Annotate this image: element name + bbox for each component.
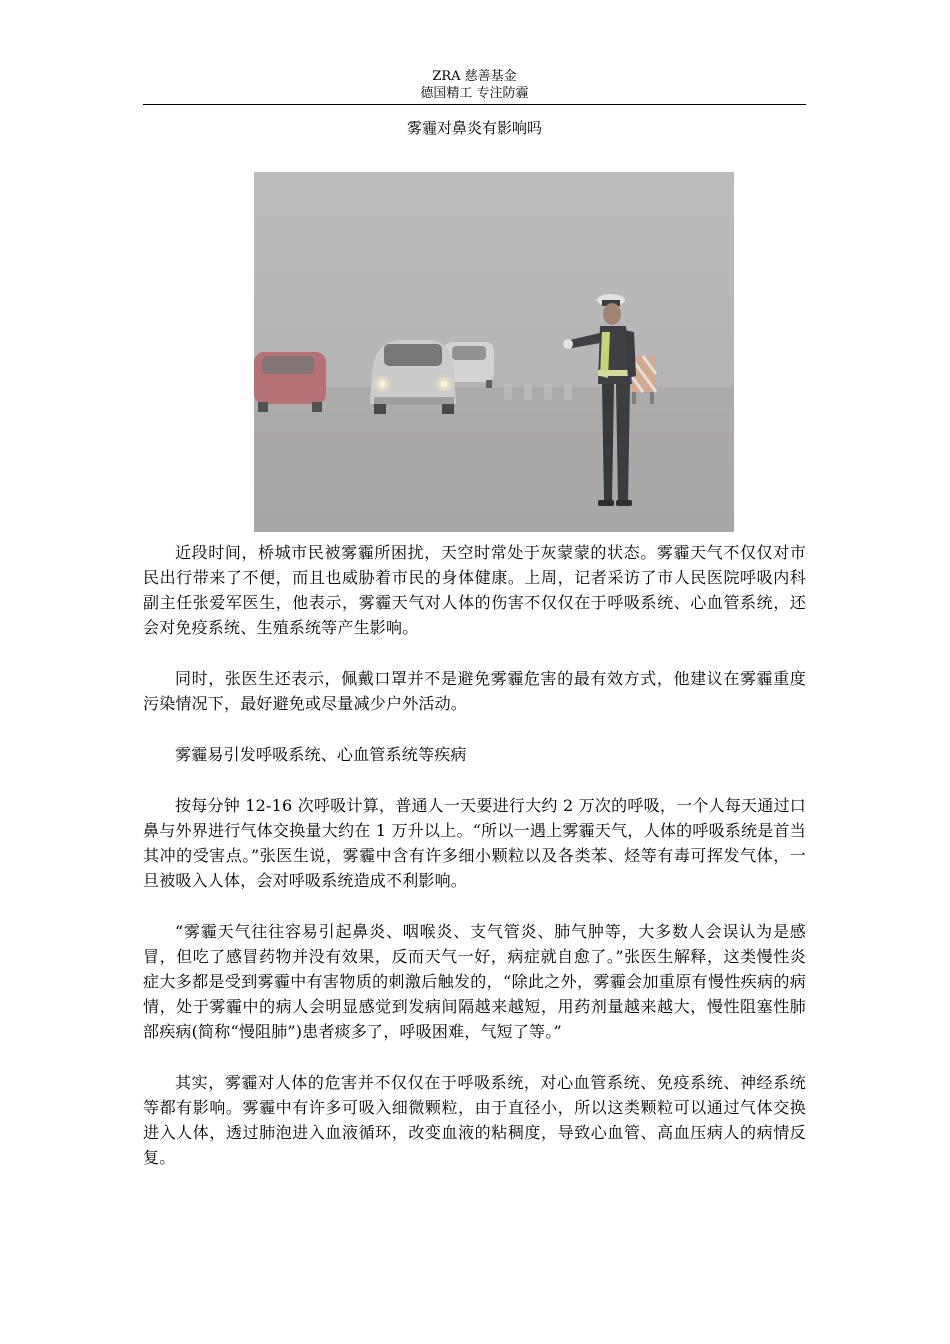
page-header <box>143 68 806 102</box>
section-heading: 雾霾易引发呼吸系统、心血管系统等疾病 <box>175 745 467 764</box>
paragraph-cardiovascular: 其实，雾霾对人体的危害并不仅仅在于呼吸系统，对心血管系统、免疫系统、神经系统等都有影响。雾霾中有许多可吸入细微颗粒，由于直径小，所以这类颗粒可以通过气体交换进入人体，透过肺泡进入血液循环，改变血液的粘稠度，导致心血管、高血压病人的病情反复。 <box>143 1073 806 1167</box>
paragraph-inflammation: “雾霾天气往往容易引起鼻炎、咽喉炎、支气管炎、肺气肿等，大多数人会误认为是感冒，但吃了感冒药物并没有效果，反而天气一好，病症就自愈了。”张医生解释，这类慢性炎症大多都是受到雾霾中有害物质的刺激后触发的，“除此之外，雾霾会加重原有慢性疾病的病情，处于雾霾中的病人会明显感觉到发病间隔越来越短，用药剂量越来越大，慢性阻塞性肺部疾病(简称“慢阻肺”)患者痰多了，呼吸困难，气短了等。” <box>143 922 806 1041</box>
header-org-name: ZRA 慈善基金 <box>432 69 517 84</box>
paragraph-intro: 近段时间，桥城市民被雾霾所困扰，天空时常处于灰蒙蒙的状态。雾霾天气不仅仅对市民出行带来了不便，而且也威胁着市民的身体健康。上周，记者采访了市人民医院呼吸内科副主任张爱军医生，他表示，雾霾天气对人体的伤害不仅仅在于呼吸系统、心血管系统，还会对免疫系统、生殖系统等产生影响。 <box>143 543 806 637</box>
paragraph-mask-advice: 同时，张医生还表示，佩戴口罩并不是避免雾霾危害的最有效方式，他建议在雾霾重度污染情况下，最好避免或尽量减少户外活动。 <box>143 669 806 713</box>
header-slogan: 德国精工 专注防霾 <box>420 86 529 101</box>
header-divider <box>143 104 806 105</box>
smog-traffic-police-photo <box>254 172 734 532</box>
article-body <box>143 540 806 1196</box>
paragraph-breathing: 按每分钟 12-16 次呼吸计算，普通人一天要进行大约 2 万次的呼吸，一个人每天通过口鼻与外界进行气体交换量大约在 1 万升以上。“所以一遇上雾霾天气，人体的呼吸系统是首当其冲的受害点。”张医生说，雾霾中含有许多细小颗粒以及各类苯、烃等有毒可挥发气体，一旦被吸入人体，会对呼吸系统造成不利影响。 <box>143 796 806 890</box>
document-title: 雾霾对鼻炎有影响吗 <box>406 119 542 137</box>
